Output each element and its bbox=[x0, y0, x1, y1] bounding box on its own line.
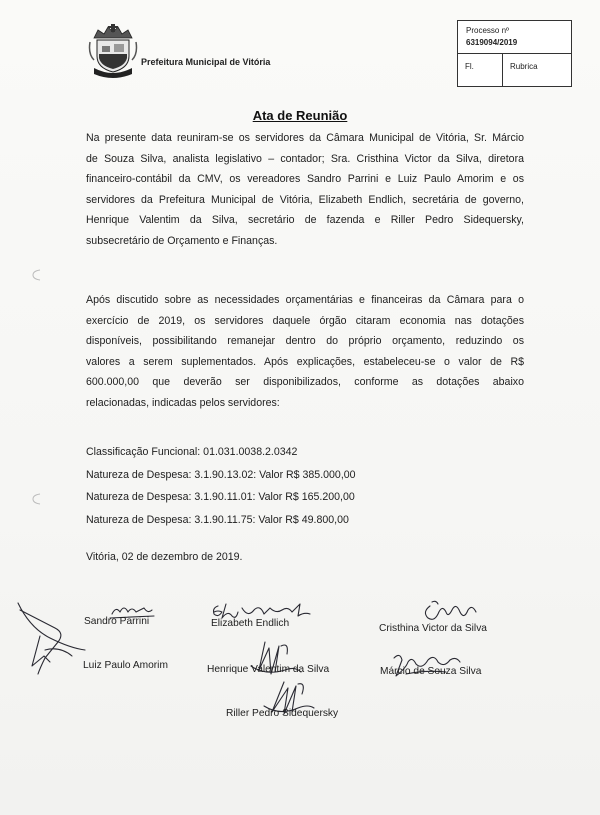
process-label: Processo nº bbox=[466, 26, 509, 35]
municipal-coat-of-arms-icon bbox=[88, 24, 138, 78]
paragraph-line: relacionadas, indicadas pelos servidores: bbox=[86, 396, 280, 409]
document-title: Ata de Reunião bbox=[252, 108, 348, 123]
expense-item: Natureza de Despesa: 3.1.90.13.02: Valor R$ 385.000,00 bbox=[86, 468, 356, 481]
folio-label: Fl. bbox=[465, 62, 474, 71]
organization-name: Prefeitura Municipal de Vitória bbox=[141, 57, 271, 67]
functional-classification: Classificação Funcional: 01.031.0038.2.0342 bbox=[86, 446, 298, 458]
box-divider bbox=[502, 54, 503, 86]
signature-mark-cristhina-victor-da-silva bbox=[420, 598, 480, 626]
process-number-box bbox=[457, 20, 572, 54]
paragraph-line: Na presente data reuniram-se os servidores da Câmara Municipal de Vitória, Sr. Márcio bbox=[86, 132, 524, 144]
date-line: Vitória, 02 de dezembro de 2019. bbox=[86, 551, 243, 563]
paragraph-line: servidores da Prefeitura Municipal de Vitória, Elizabeth Endlich, secretária de governo, bbox=[86, 193, 524, 206]
paragraph-line: financeiro-contábil da CMV, os vereadores Sandro Parrini e Luiz Paulo Amorim e os bbox=[86, 173, 524, 185]
paragraph-line: disponíveis, possibilitando remanejar dentro do próprio orçamento, reduzindo os bbox=[86, 335, 524, 347]
budget-items-list bbox=[86, 441, 356, 531]
signatory-name: Henrique Valentim da Silva bbox=[207, 664, 330, 675]
signature-mark-luiz-paulo-amorim bbox=[10, 598, 90, 678]
paragraph-line: subsecretário de Orçamento e Finanças. bbox=[86, 234, 278, 247]
signatory-name: Riller Pedro Sidequersky bbox=[226, 708, 339, 719]
signatory-name: Márcio de Souza Silva bbox=[380, 666, 482, 677]
paragraph-attendees bbox=[86, 128, 524, 251]
signatory-name: Elizabeth Endlich bbox=[211, 618, 290, 629]
paragraph-line: valores a serem suplementados. Após explicações, estabeleceu-se o valor de R$ bbox=[86, 355, 524, 368]
expense-item: Natureza de Despesa: 3.1.90.11.01: Valor R$ 165.200,00 bbox=[86, 491, 355, 503]
signatory-name: Luiz Paulo Amorim bbox=[83, 660, 168, 671]
paragraph-line: 600.000,00 que deverão ser disponibilizados, conforme as dotações abaixo bbox=[86, 376, 524, 388]
punch-hole-mark bbox=[30, 492, 42, 506]
paragraph-line: Henrique Valentim da Silva, secretário de fazenda e Riller Pedro Sidequersky, bbox=[86, 214, 524, 226]
signatory-name: Sandro Parrini bbox=[84, 616, 150, 627]
paragraph-line: Após discutido sobre as necessidades orçamentárias e financeiras da Câmara para o bbox=[86, 294, 524, 306]
paragraph-line: de Souza Silva, analista legislativo – contador; Sra. Cristhina Victor da Silva, diretora bbox=[86, 152, 524, 165]
process-number: 6319094/2019 bbox=[466, 38, 518, 47]
signatory-name: Cristhina Victor da Silva bbox=[379, 623, 487, 634]
punch-hole-mark bbox=[30, 268, 42, 282]
expense-item: Natureza de Despesa: 3.1.90.11.75: Valor R$ 49.800,00 bbox=[86, 513, 349, 526]
paragraph-line: exercício de 2019, os servidores daquele órgão citaram economia nas dotações bbox=[86, 314, 524, 327]
rubrica-label: Rubrica bbox=[510, 62, 538, 71]
folio-rubrica-box bbox=[457, 53, 572, 87]
paragraph-discussion bbox=[86, 290, 524, 413]
